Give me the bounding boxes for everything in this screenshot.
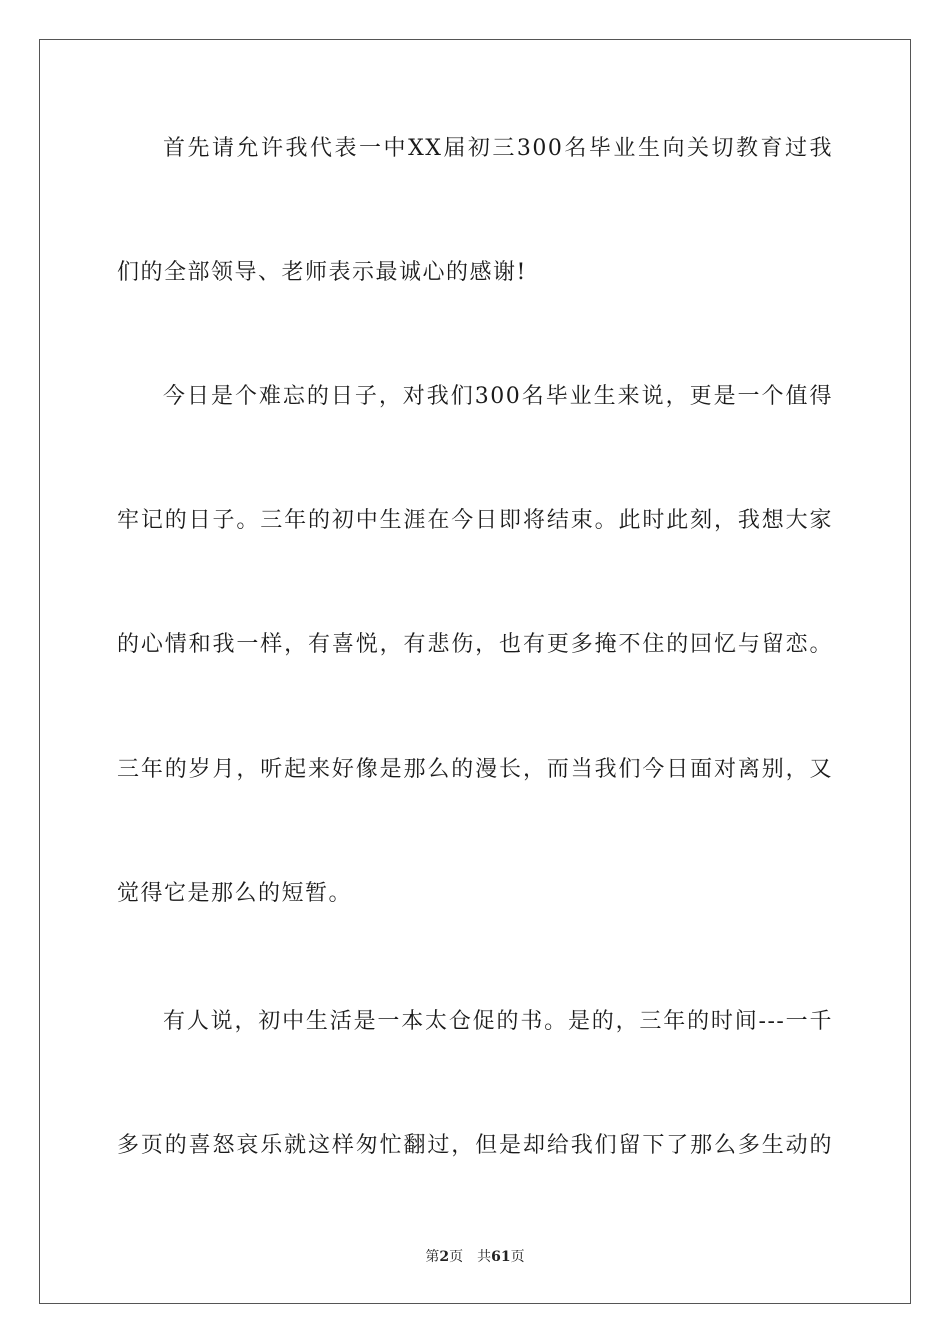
paragraph-3-line-2: 多页的喜怒哀乐就这样匆忙翻过，但是却给我们留下了那么多生动的 (117, 1133, 833, 1158)
paragraph-1-line-2: 们的全部领导、老师表示最诚心的感谢! (117, 260, 527, 285)
page-current: 2 (439, 1249, 450, 1265)
total-pages: 61 (491, 1249, 511, 1265)
page-footer (0, 1248, 950, 1266)
paragraph-3-line-1: 有人说，初中生活是一本太仓促的书。是的，三年的时间---一千 (163, 1009, 833, 1034)
page-prefix: 第 (425, 1249, 440, 1265)
total-suffix: 页 (510, 1249, 525, 1265)
paragraph-2-line-3: 的心情和我一样，有喜悦，有悲伤，也有更多掩不住的回忆与留恋。 (117, 632, 833, 657)
paragraph-2-line-4: 三年的岁月，听起来好像是那么的漫长，而当我们今日面对离别，又 (117, 757, 833, 782)
page-suffix: 页 (449, 1249, 464, 1265)
page-border (39, 39, 911, 1304)
paragraph-1-line-1: 首先请允许我代表一中XX届初三300名毕业生向关切教育过我 (163, 136, 833, 161)
paragraph-2-line-2: 牢记的日子。三年的初中生涯在今日即将结束。此时此刻，我想大家 (117, 508, 833, 533)
paragraph-2-line-1: 今日是个难忘的日子，对我们300名毕业生来说，更是一个值得 (163, 384, 833, 409)
total-prefix: 共 (477, 1249, 492, 1265)
paragraph-2-line-5: 觉得它是那么的短暂。 (117, 881, 353, 906)
